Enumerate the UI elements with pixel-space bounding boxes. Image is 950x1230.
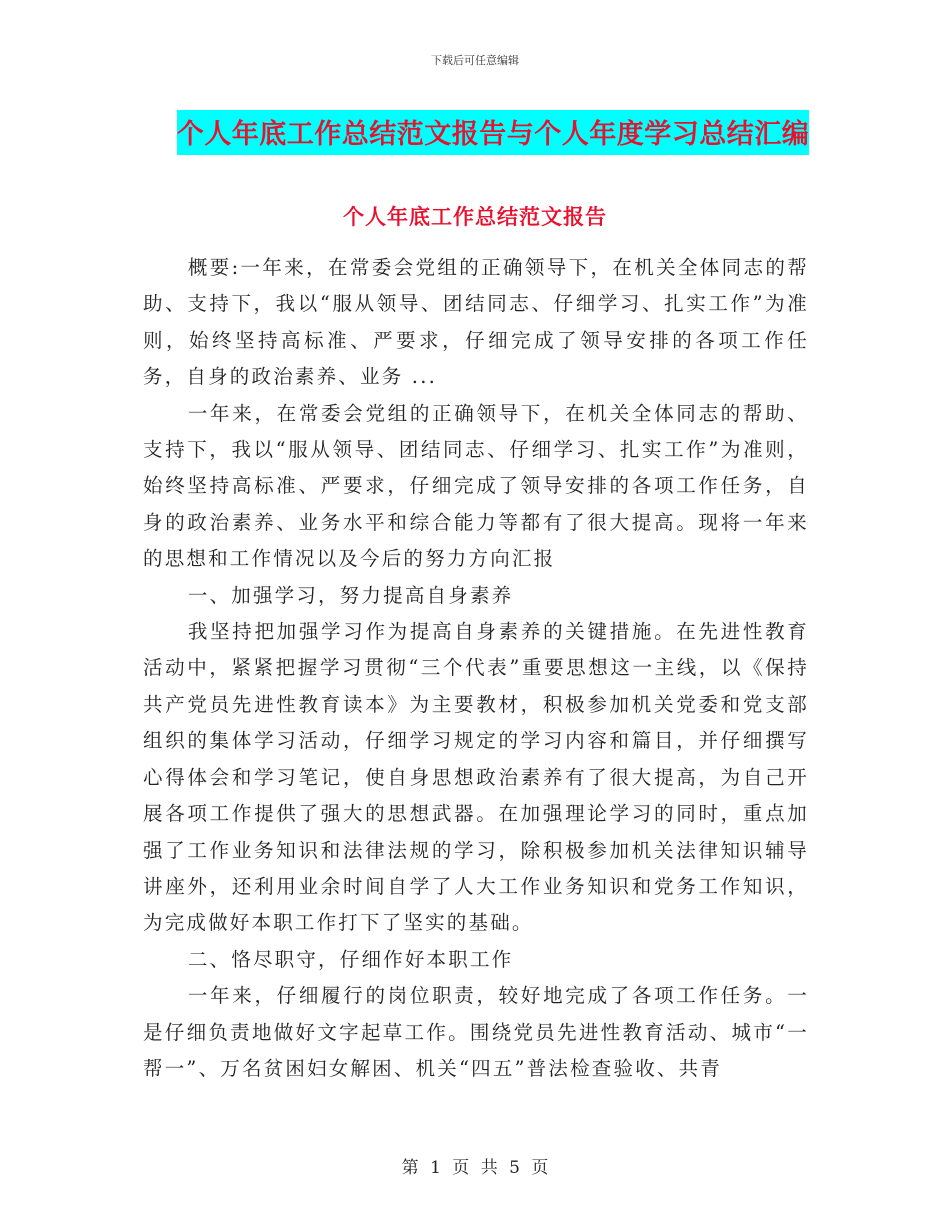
- page-header-note: 下载后可任意编辑: [431, 54, 519, 67]
- main-title-container: [0, 110, 950, 155]
- page-number: 第 1 页 共 5 页: [401, 1158, 549, 1178]
- main-title: 个人年底工作总结范文报告与个人年度学习总结汇编: [177, 110, 810, 155]
- heading-section-1: 一、加强学习，努力提高自身素养: [187, 583, 514, 607]
- document-body: [143, 220, 809, 1087]
- paragraph-intro: 一年来，在常委会党组的正确领导下，在机关全体同志的帮助、支持下，我以“服从领导、团结同志、仔细学习、扎实工作”为准则，始终坚持高标准、严要求，仔细完成了领导安排的各项工作任务，自身的政治素养、业务水平和综合能力等都有了很大提高。现将一年来的思想和工作情况以及今后的努力方向汇报: [143, 401, 809, 571]
- paragraph-section-2: 一年来，仔细履行的岗位职责，较好地完成了各项工作任务。一是仔细负责地做好文字起草工作。围绕党员先进性教育活动、城市“一帮一”、万名贫困妇女解困、机关“四五”普法检查验收、共青: [143, 984, 809, 1080]
- paragraph-summary: 概要:一年来，在常委会党组的正确领导下，在机关全体同志的帮助、支持下，我以“服从领导、团结同志、仔细学习、扎实工作”为准则，始终坚持高标准、严要求，仔细完成了领导安排的各项工作任务，自身的政治素养、业务 ...: [143, 256, 809, 389]
- paragraph-section-1: 我坚持把加强学习作为提高自身素养的关键措施。在先进性教育活动中，紧紧把握学习贯彻“三个代表”重要思想这一主线，以《保持共产党员先进性教育读本》为主要教材，积极参加机关党委和党支部组织的集体学习活动，仔细学习规定的学习内容和篇目，并仔细撰写心得体会和学习笔记，使自身思想政治素养有了很大提高，为自己开展各项工作提供了强大的思想武器。在加强理论学习的同时，重点加强了工作业务知识和法律法规的学习，除积极参加机关法律知识辅导讲座外，还利用业余时间自学了人大工作业务知识和党务工作知识，为完成做好本职工作打下了坚实的基础。: [143, 620, 809, 935]
- heading-section-2: 二、恪尽职守，仔细作好本职工作: [187, 947, 514, 971]
- section-title: 个人年底工作总结范文报告: [343, 205, 607, 229]
